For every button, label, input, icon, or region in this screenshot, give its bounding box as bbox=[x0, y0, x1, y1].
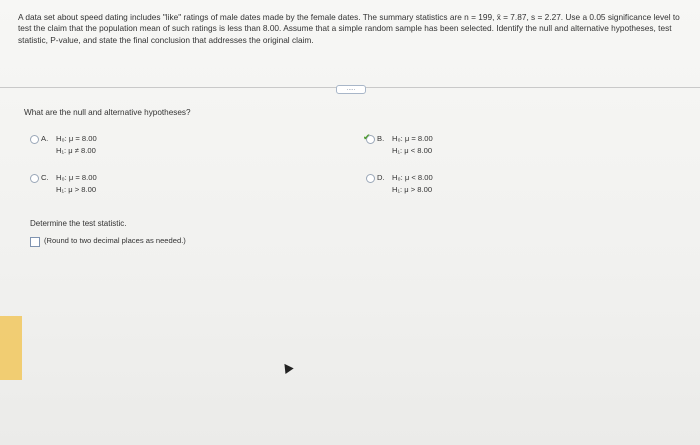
option-b-null-hypothesis: H₀: μ = 8.00 bbox=[392, 134, 433, 143]
option-c-radio[interactable] bbox=[30, 174, 39, 183]
check-icon: ✔ bbox=[363, 132, 371, 142]
option-c-alt-hypothesis: H₁: μ > 8.00 bbox=[56, 185, 97, 194]
option-c-letter: C. bbox=[41, 173, 49, 182]
test-statistic-label: Determine the test statistic. bbox=[30, 219, 127, 228]
mouse-cursor-icon bbox=[280, 361, 293, 374]
expand-button[interactable]: ..... bbox=[336, 85, 366, 94]
option-c-null-hypothesis: H₀: μ = 8.00 bbox=[56, 173, 97, 182]
highlight-strip bbox=[0, 316, 22, 380]
option-b-letter: B. bbox=[377, 134, 385, 143]
section-divider bbox=[0, 85, 700, 91]
option-a-letter: A. bbox=[41, 134, 49, 143]
option-a-null-hypothesis: H₀: μ = 8.00 bbox=[56, 134, 97, 143]
option-d-alt-hypothesis: H₁: μ > 8.00 bbox=[392, 185, 433, 194]
option-d-radio[interactable] bbox=[366, 174, 375, 183]
option-a-alt-hypothesis: H₁: μ ≠ 8.00 bbox=[56, 146, 96, 155]
rounding-hint: (Round to two decimal places as needed.) bbox=[44, 236, 186, 245]
option-b-alt-hypothesis: H₁: μ < 8.00 bbox=[392, 146, 433, 155]
test-statistic-input[interactable] bbox=[30, 237, 40, 247]
problem-statement: A data set about speed dating includes "like" ratings of male dates made by the female dates. The summary statistics are n = 199, x̄ = 7.87, s = 2.27. Use a 0.05 significance level to test the claim that the population mean of such ratings is less than 8.00. Assume that a simple random sample has been selected. Identify the null and alternative hypotheses, test statistic, P-value, and state the final conclusion that addresses the original claim. bbox=[18, 12, 680, 45]
hypotheses-question: What are the null and alternative hypotheses? bbox=[24, 108, 191, 117]
option-d-letter: D. bbox=[377, 173, 385, 182]
option-a-radio[interactable] bbox=[30, 135, 39, 144]
option-d-null-hypothesis: H₀: μ < 8.00 bbox=[392, 173, 433, 182]
